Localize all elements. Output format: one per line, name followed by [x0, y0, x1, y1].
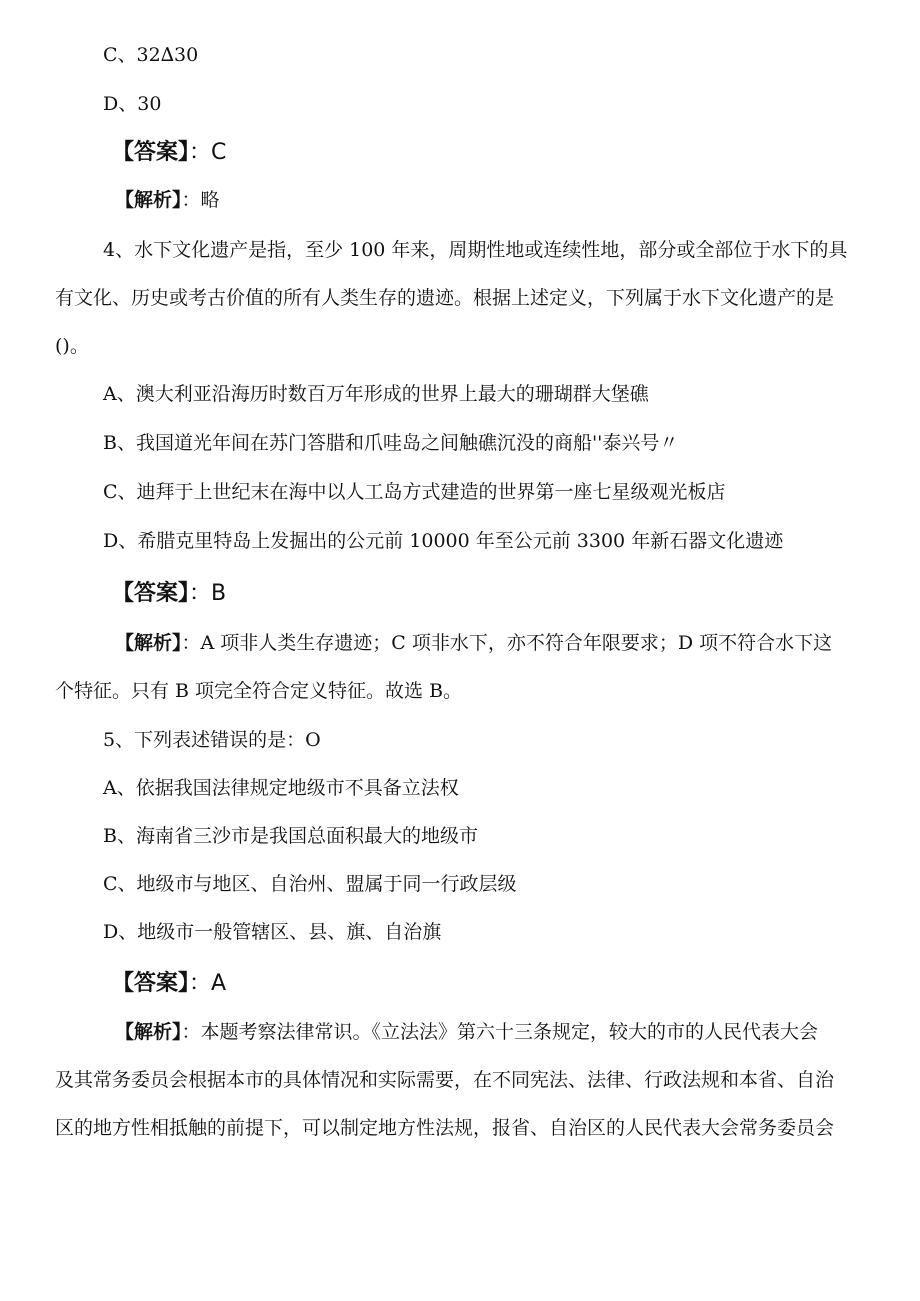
q4-analysis-line1 [115, 631, 832, 655]
analysis-label: 【解析】 [115, 189, 182, 211]
q5-analysis-line1 [115, 1020, 818, 1044]
q5-option-a: A、依据我国法律规定地级市不具备立法权 [103, 777, 459, 799]
analysis-text: ：A 项非人类生存遗迹；C 项非水下，亦不符合年限要求；D 项不符合水下这 [181, 632, 833, 654]
q3-option-c: C、32∆30 [103, 44, 199, 66]
q4-stem-line1: 4、水下文化遗产是指，至少 100 年来，周期性地或连续性地，部分或全部位于水下的具 [103, 239, 848, 261]
answer-value: ：B [189, 581, 227, 606]
q4-answer [112, 580, 226, 608]
q5-answer [112, 970, 226, 998]
q4-option-c: C、迪拜于上世纪末在海中以人工岛方式建造的世界第一座七星级观光板店 [103, 481, 726, 503]
q5-stem: 5、下列表述错误的是：O [103, 729, 321, 751]
q3-option-d: D、30 [103, 93, 162, 115]
answer-label: 【答案】 [112, 581, 190, 606]
analysis-text: ：本题考察法律常识。《立法法》第六十三条规定，较大的市的人民代表大会 [181, 1021, 819, 1043]
q5-option-b: B、海南省三沙市是我国总面积最大的地级市 [103, 825, 478, 847]
q4-option-b: B、我国道光年间在苏门答腊和爪哇岛之间触礁沉没的商船''泰兴号〃 [103, 432, 679, 454]
q4-stem-line2: 有文化、历史或考古价值的所有人类生存的遗迹。根据上述定义，下列属于水下文化遗产的是 [55, 287, 835, 309]
answer-label: 【答案】 [112, 140, 190, 165]
analysis-label: 【解析】 [115, 632, 182, 654]
q4-option-d: D、希腊克里特岛上发掘出的公元前 10000 年至公元前 3300 年新石器文化遗迹 [103, 530, 784, 552]
analysis-text: ：略 [181, 189, 220, 211]
answer-value: ：A [189, 971, 227, 996]
q5-option-d: D、地级市一般管辖区、县、旗、自治旗 [103, 921, 442, 943]
q5-analysis-line3: 区的地方性相抵触的前提下，可以制定地方性法规，报省、自治区的人民代表大会常务委员会 [55, 1117, 835, 1139]
q3-answer [112, 139, 226, 167]
q4-stem-line3: ()。 [55, 335, 89, 357]
q4-option-a: A、澳大利亚沿海历时数百万年形成的世界上最大的珊瑚群大堡礁 [103, 383, 649, 405]
answer-label: 【答案】 [112, 971, 190, 996]
q4-analysis-line2: 个特征。只有 B 项完全符合定义特征。故选 B。 [55, 680, 463, 702]
q5-option-c: C、地级市与地区、自治州、盟属于同一行政层级 [103, 873, 517, 895]
answer-value: ：C [189, 140, 227, 165]
q5-analysis-line2: 及其常务委员会根据本市的具体情况和实际需要，在不同宪法、法律、行政法规和本省、自治 [55, 1069, 835, 1091]
q3-analysis [115, 188, 220, 212]
analysis-label: 【解析】 [115, 1021, 182, 1043]
